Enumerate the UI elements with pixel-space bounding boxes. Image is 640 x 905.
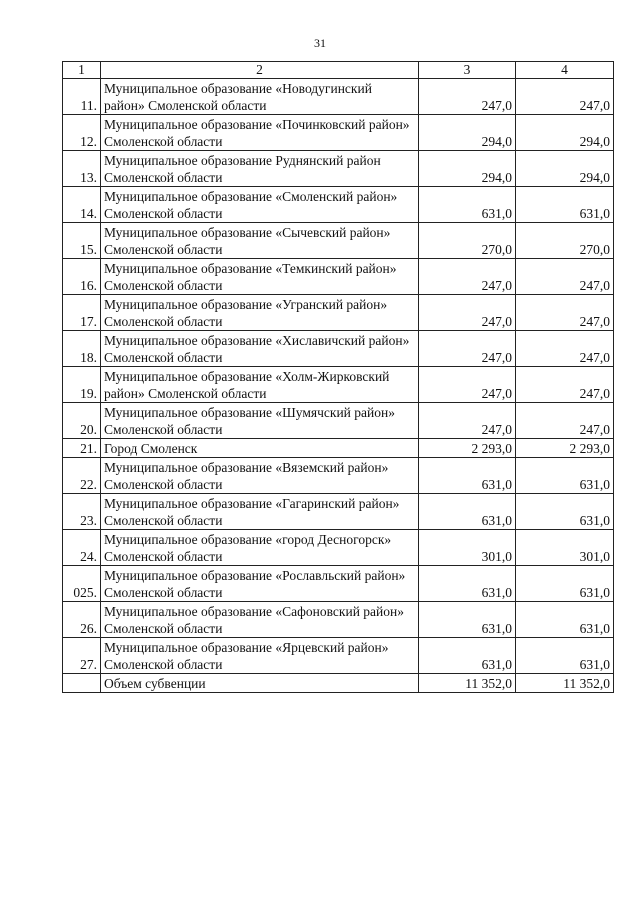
table-row (63, 566, 614, 602)
row-name: Муниципальное образование «Хиславичский район» Смоленской области (101, 331, 419, 367)
row-value-col3: 294,0 (419, 115, 516, 151)
row-value-col4: 247,0 (516, 259, 614, 295)
row-value-col3: 631,0 (419, 602, 516, 638)
row-number: 26. (63, 602, 101, 638)
row-number: 12. (63, 115, 101, 151)
row-name: Объем субвенции (101, 674, 419, 693)
row-value-col3: 631,0 (419, 638, 516, 674)
row-name: Муниципальное образование «город Десногорск» Смоленской области (101, 530, 419, 566)
row-value-col4: 631,0 (516, 187, 614, 223)
table-row (63, 530, 614, 566)
row-value-col3: 631,0 (419, 458, 516, 494)
row-value-col4: 631,0 (516, 638, 614, 674)
row-value-col4: 294,0 (516, 115, 614, 151)
row-name: Муниципальное образование «Сафоновский район» Смоленской области (101, 602, 419, 638)
table-row (63, 295, 614, 331)
row-number: 14. (63, 187, 101, 223)
row-value-col4: 631,0 (516, 494, 614, 530)
row-number (63, 674, 101, 693)
row-value-col3: 247,0 (419, 367, 516, 403)
row-name: Город Смоленск (101, 439, 419, 458)
table-row (63, 439, 614, 458)
row-value-col3: 247,0 (419, 79, 516, 115)
row-number: 19. (63, 367, 101, 403)
row-value-col3: 631,0 (419, 566, 516, 602)
table-row (63, 403, 614, 439)
row-value-col4: 247,0 (516, 367, 614, 403)
table-row (63, 458, 614, 494)
row-value-col3: 247,0 (419, 331, 516, 367)
row-number: 025. (63, 566, 101, 602)
column-header: 4 (516, 62, 614, 79)
subvention-table (62, 61, 614, 693)
row-name: Муниципальное образование «Вяземский район» Смоленской области (101, 458, 419, 494)
table-row (63, 223, 614, 259)
row-name: Муниципальное образование «Угранский район» Смоленской области (101, 295, 419, 331)
row-value-col4: 247,0 (516, 331, 614, 367)
row-name: Муниципальное образование «Темкинский район» Смоленской области (101, 259, 419, 295)
column-header: 2 (101, 62, 419, 79)
row-number: 20. (63, 403, 101, 439)
row-value-col3: 247,0 (419, 259, 516, 295)
row-value-col3: 301,0 (419, 530, 516, 566)
row-number: 15. (63, 223, 101, 259)
page-number: 31 (314, 36, 326, 50)
row-value-col4: 247,0 (516, 79, 614, 115)
row-number: 18. (63, 331, 101, 367)
row-number: 13. (63, 151, 101, 187)
column-header: 1 (63, 62, 101, 79)
row-value-col3: 631,0 (419, 494, 516, 530)
table-row (63, 187, 614, 223)
row-value-col4: 631,0 (516, 458, 614, 494)
row-value-col4: 631,0 (516, 566, 614, 602)
row-number: 11. (63, 79, 101, 115)
row-name: Муниципальное образование «Холм-Жирковский район» Смоленской области (101, 367, 419, 403)
row-value-col4: 294,0 (516, 151, 614, 187)
table-row (63, 367, 614, 403)
row-value-col4: 247,0 (516, 403, 614, 439)
row-value-col3: 247,0 (419, 403, 516, 439)
table-row (63, 602, 614, 638)
row-name: Муниципальное образование «Смоленский район» Смоленской области (101, 187, 419, 223)
row-value-col3: 270,0 (419, 223, 516, 259)
table-total-row (63, 674, 614, 693)
row-number: 17. (63, 295, 101, 331)
row-name: Муниципальное образование «Сычевский район» Смоленской области (101, 223, 419, 259)
row-name: Муниципальное образование «Рославльский район» Смоленской области (101, 566, 419, 602)
row-name: Муниципальное образование «Шумячский район» Смоленской области (101, 403, 419, 439)
table-row (63, 151, 614, 187)
table-row (63, 331, 614, 367)
row-number: 27. (63, 638, 101, 674)
table-row (63, 79, 614, 115)
row-value-col4: 11 352,0 (516, 674, 614, 693)
row-value-col3: 294,0 (419, 151, 516, 187)
column-header: 3 (419, 62, 516, 79)
row-value-col4: 631,0 (516, 602, 614, 638)
row-value-col3: 247,0 (419, 295, 516, 331)
row-value-col4: 301,0 (516, 530, 614, 566)
table-header-row (63, 62, 614, 79)
row-name: Муниципальное образование «Ярцевский район» Смоленской области (101, 638, 419, 674)
row-number: 22. (63, 458, 101, 494)
row-value-col3: 2 293,0 (419, 439, 516, 458)
table-row (63, 638, 614, 674)
row-value-col4: 247,0 (516, 295, 614, 331)
row-value-col4: 2 293,0 (516, 439, 614, 458)
row-number: 24. (63, 530, 101, 566)
row-name: Муниципальное образование «Гагаринский район» Смоленской области (101, 494, 419, 530)
row-name: Муниципальное образование «Новодугинский район» Смоленской области (101, 79, 419, 115)
row-name: Муниципальное образование «Починковский район» Смоленской области (101, 115, 419, 151)
table-row (63, 494, 614, 530)
table-row (63, 115, 614, 151)
row-number: 23. (63, 494, 101, 530)
row-name: Муниципальное образование Руднянский район Смоленской области (101, 151, 419, 187)
row-number: 21. (63, 439, 101, 458)
row-value-col3: 11 352,0 (419, 674, 516, 693)
row-number: 16. (63, 259, 101, 295)
row-value-col3: 631,0 (419, 187, 516, 223)
row-value-col4: 270,0 (516, 223, 614, 259)
table-row (63, 259, 614, 295)
